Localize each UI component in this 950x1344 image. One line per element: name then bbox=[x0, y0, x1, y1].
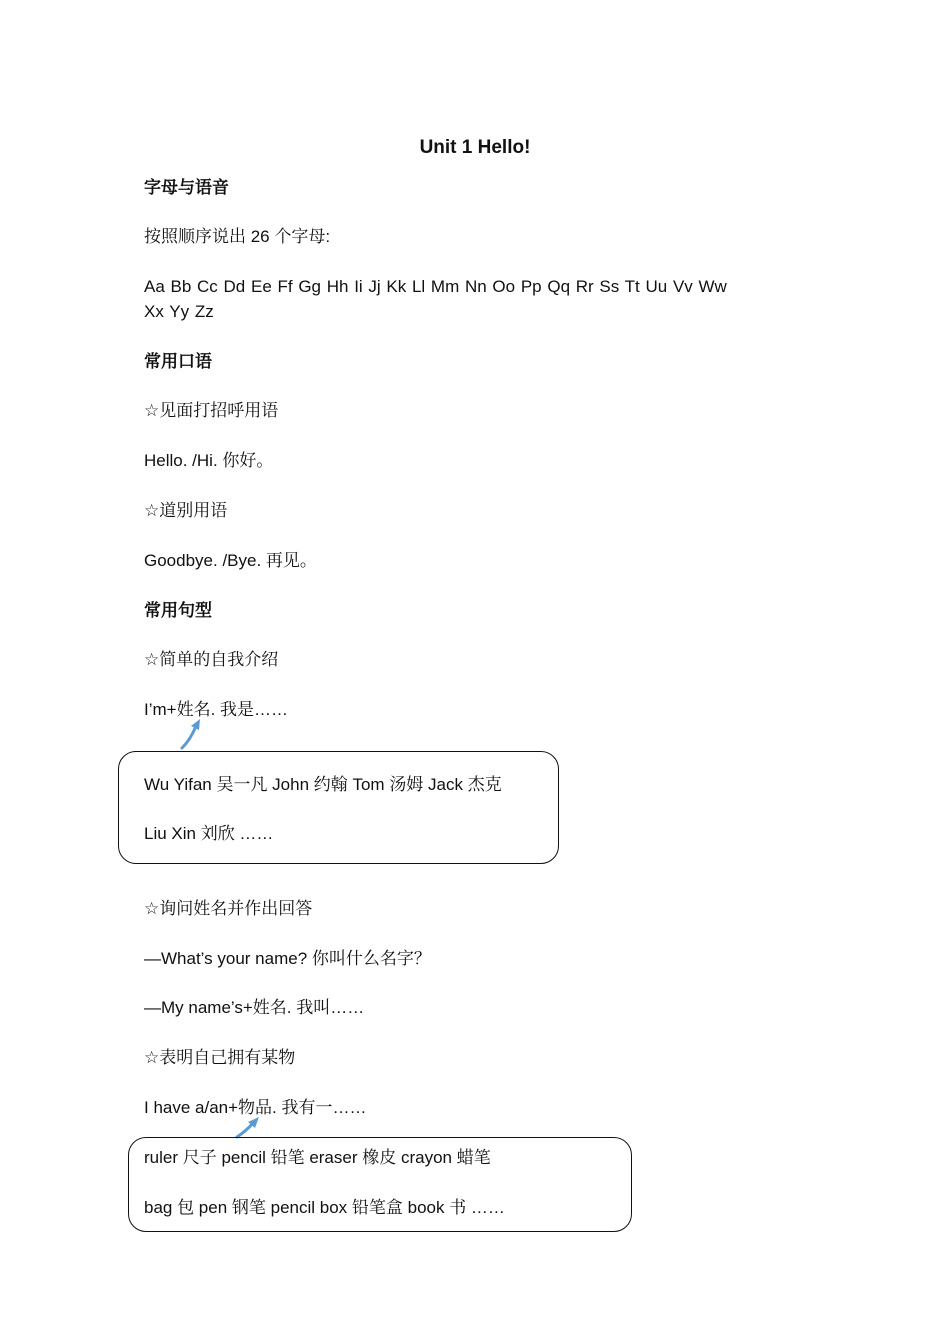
spoken-heading: 常用口语 bbox=[144, 352, 212, 371]
ask-name-answer: —My name’s+姓名. 我叫…… bbox=[144, 998, 365, 1017]
ask-name-topic: ☆询问姓名并作出回答 bbox=[144, 899, 313, 918]
letters-instruction: 按照顺序说出 26 个字母: bbox=[144, 227, 331, 246]
farewell-topic: ☆道别用语 bbox=[144, 501, 228, 520]
alphabet-line-1: Aa Bb Cc Dd Ee Ff Gg Hh Ii Jj Kk Ll Mm Nn Oo Pp Qq Rr Ss Tt Uu Vv Ww bbox=[144, 277, 727, 296]
ask-name-question: —What’s your name? 你叫什么名字？ bbox=[144, 949, 431, 968]
arrow-icon bbox=[178, 716, 208, 752]
greeting-topic: ☆见面打招呼用语 bbox=[144, 401, 279, 420]
intro-pattern: I’m+姓名. 我是…… bbox=[144, 700, 289, 719]
alphabet-line-2: Xx Yy Zz bbox=[144, 302, 214, 321]
items-line-2: bag 包 pen 钢笔 pencil box 铅笔盒 book 书 …… bbox=[144, 1198, 505, 1217]
intro-topic: ☆简单的自我介绍 bbox=[144, 650, 279, 669]
names-line-1: Wu Yifan 吴一凡 John 约翰 Tom 汤姆 Jack 杰克 bbox=[144, 775, 502, 794]
page-title: Unit 1 Hello! bbox=[419, 137, 531, 158]
names-box bbox=[118, 751, 559, 864]
patterns-heading: 常用句型 bbox=[144, 601, 212, 620]
greeting-example: Hello. /Hi. 你好。 bbox=[144, 451, 274, 470]
names-line-2: Liu Xin 刘欣 …… bbox=[144, 824, 274, 843]
letters-heading: 字母与语音 bbox=[144, 178, 229, 197]
items-line-1: ruler 尺子 pencil 铅笔 eraser 橡皮 crayon 蜡笔 bbox=[144, 1148, 491, 1167]
farewell-example: Goodbye. /Bye. 再见。 bbox=[144, 551, 317, 570]
possession-pattern: I have a/an+物品. 我有一…… bbox=[144, 1098, 367, 1117]
possession-topic: ☆表明自己拥有某物 bbox=[144, 1048, 296, 1067]
